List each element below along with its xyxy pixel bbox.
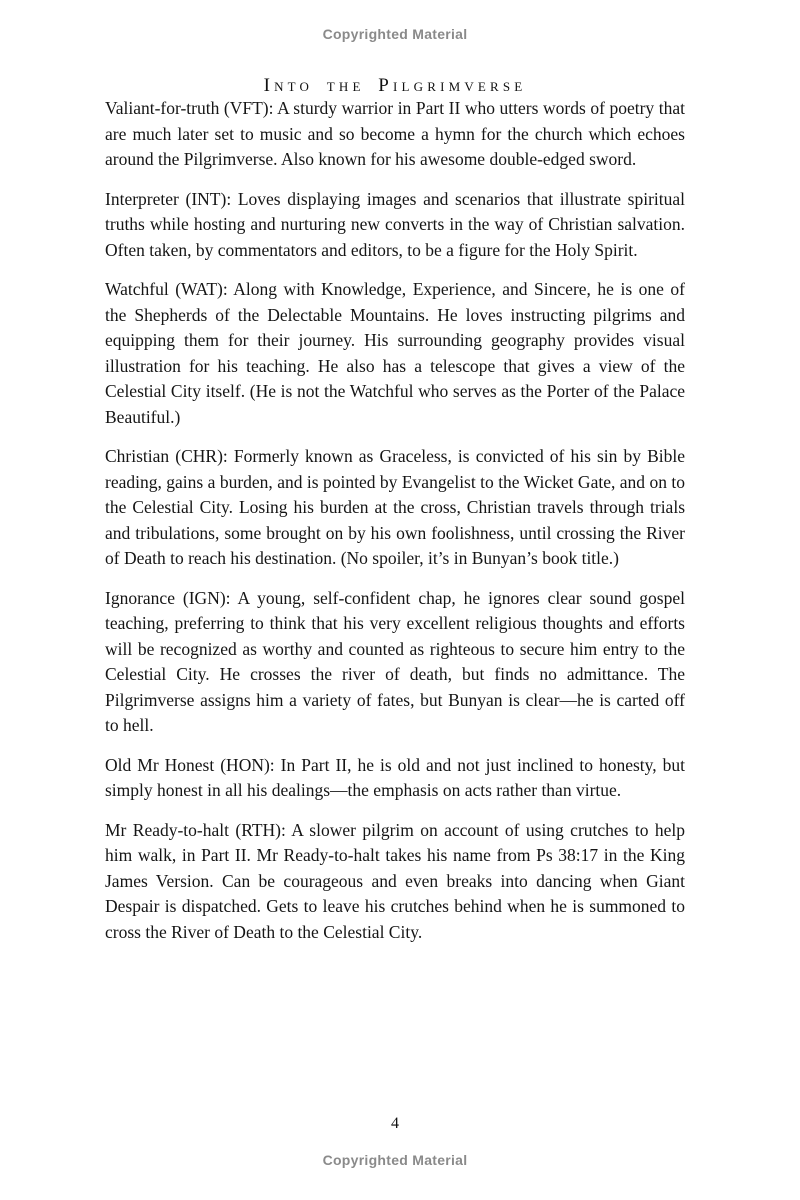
- glossary-entries: [105, 96, 685, 959]
- glossary-entry: Valiant-for-truth (VFT): A sturdy warrior in Part II who utters words of poetry that are much later set to music and so become a hymn for the church which echoes around the Pilgrimverse. Also known for his awesome double-edged sword.: [105, 98, 685, 169]
- glossary-entry: Christian (CHR): Formerly known as Graceless, is convicted of his sin by Bible reading, gains a burden, and is pointed by Evangelist to the Wicket Gate, and on to the Celestial City. Losing his burden at the cross, Christian travels through trials and tribulations, some brought on by his own foolishness, until crossing the River of Death to reach his destination. (No spoiler, it’s in Bunyan’s book title.): [105, 446, 685, 568]
- page-number: 4: [391, 1115, 399, 1132]
- glossary-entry: Mr Ready-to-halt (RTH): A slower pilgrim on account of using crutches to help him walk, in Part II. Mr Ready-to-halt takes his name from Ps 38:17 in the King James Version. Can be courageous and even breaks into dancing when Giant Despair is dispatched. Gets to leave his crutches behind when he is summoned to cross the River of Death to the Celestial City.: [105, 819, 685, 942]
- glossary-entry: Old Mr Honest (HON): In Part II, he is old and not just inclined to honesty, but simply honest in all his dealings—the emphasis on acts rather than virtue.: [105, 754, 685, 800]
- copyright-notice-top: Copyrighted Material: [322, 26, 468, 42]
- glossary-entry: Ignorance (IGN): A young, self-confident chap, he ignores clear sound gospel teaching, preferring to think that his very excellent religious thoughts and efforts will be recognized as worthy and counted as righteous to secure him entry to the Celestial City. He crosses the river of death, but finds no admittance. The Pilgrimverse assigns him a variety of fates, but Bunyan is clear—he is carted off to hell.: [105, 587, 685, 735]
- chapter-title: Into the Pilgrimverse: [263, 74, 527, 96]
- copyright-notice-bottom: Copyrighted Material: [322, 1152, 468, 1168]
- glossary-entry: Interpreter (INT): Loves displaying images and scenarios that illustrate spiritual truths while hosting and nurturing new converts in the way of Christian salvation. Often taken, by commentators and editors, to be a figure for the Holy Spirit.: [105, 188, 685, 260]
- glossary-entry: Watchful (WAT): Along with Knowledge, Experience, and Sincere, he is one of the Shepherds of the Delectable Mountains. He loves instructing pilgrims and equipping them for their journey. His surrounding geography provides visual illustration for his teaching. He also has a telescope that gives a view of the Celestial City itself. (He is not the Watchful who serves as the Porter of the Palace Beautiful.): [105, 279, 685, 427]
